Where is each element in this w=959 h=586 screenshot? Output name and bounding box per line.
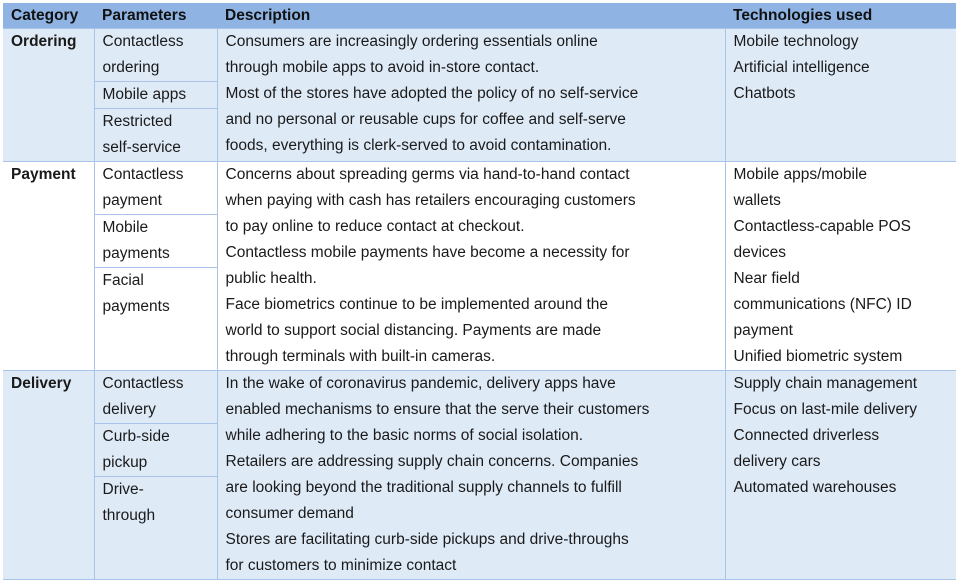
technology-text: Mobile technology <box>733 33 859 50</box>
description-text: In the wake of coronavirus pandemic, delivery apps have <box>225 375 616 392</box>
description-text: and no personal or reusable cups for coffee and self-serve <box>225 111 626 128</box>
description-text: public health. <box>225 270 317 287</box>
category-cell: Delivery <box>3 371 94 580</box>
description-text: Stores are facilitating curb-side pickups and drive-throughs <box>225 531 629 548</box>
technology-text: Automated warehouses <box>733 479 897 496</box>
parameter-text: Facial <box>102 272 144 289</box>
description-text: Contactless mobile payments have become a necessity for <box>225 244 630 261</box>
technology-text: payment <box>733 322 793 339</box>
technology-text: Mobile apps/mobile <box>733 166 868 183</box>
description-text: when paying with cash has retailers encouraging customers <box>225 192 636 209</box>
parameter-item <box>95 29 217 82</box>
parameter-item <box>95 109 217 161</box>
parameter-text: self-service <box>102 139 181 156</box>
technology-text: wallets <box>733 192 781 209</box>
technology-text: Near field <box>733 270 800 287</box>
parameter-text: Contactless <box>102 166 184 183</box>
parameter-text: Contactless <box>102 375 184 392</box>
parameter-text: Drive- <box>102 481 144 498</box>
technologies-cell <box>725 371 956 580</box>
technologies-cell <box>725 162 956 371</box>
parameter-item <box>95 215 217 268</box>
parameter-text: payment <box>102 192 162 209</box>
description-text: Consumers are increasingly ordering essentials online <box>225 33 598 50</box>
parameter-item <box>95 371 217 424</box>
technology-text: Connected driverless <box>733 427 880 444</box>
parameter-text: through <box>102 507 156 524</box>
technology-text: devices <box>733 244 787 261</box>
technology-text: Unified biometric system <box>733 348 903 365</box>
description-text: to pay online to reduce contact at checkout. <box>225 218 525 235</box>
parameter-item <box>95 82 217 109</box>
table-row <box>3 29 956 162</box>
header-description: Description <box>217 3 725 29</box>
category-cell: Ordering <box>3 29 94 162</box>
description-text: enabled mechanisms to ensure that the serve their customers <box>225 401 650 418</box>
parameter-item <box>95 268 217 320</box>
description-cell <box>217 371 725 580</box>
parameter-item <box>95 424 217 477</box>
parameter-text: payments <box>102 298 170 315</box>
retail-technologies-table <box>3 3 956 580</box>
table-row <box>3 162 956 371</box>
parameter-text: Mobile apps <box>102 86 187 103</box>
technology-text: Chatbots <box>733 85 796 102</box>
description-text: while adhering to the basic norms of social isolation. <box>225 427 584 444</box>
description-text: consumer demand <box>225 505 354 522</box>
description-text: are looking beyond the traditional supply channels to fulfill <box>225 479 622 496</box>
technology-text: Contactless-capable POS <box>733 218 911 235</box>
parameter-text: Restricted <box>102 113 173 130</box>
parameter-item <box>95 162 217 215</box>
parameter-text: ordering <box>102 59 160 76</box>
description-text: Retailers are addressing supply chain concerns. Companies <box>225 453 639 470</box>
description-cell <box>217 29 725 162</box>
parameter-text: Mobile <box>102 219 149 236</box>
technology-text: delivery cars <box>733 453 821 470</box>
header-technologies: Technologies used <box>725 3 956 29</box>
parameters-cell <box>94 371 217 580</box>
technology-text: Supply chain management <box>733 375 918 392</box>
description-text: Most of the stores have adopted the policy of no self-service <box>225 85 639 102</box>
description-text: through terminals with built-in cameras. <box>225 348 496 365</box>
parameter-item <box>95 477 217 529</box>
description-text: through mobile apps to avoid in-store contact. <box>225 59 540 76</box>
technology-text: Focus on last-mile delivery <box>733 401 917 418</box>
parameters-cell <box>94 162 217 371</box>
description-text: foods, everything is clerk-served to avoid contamination. <box>225 137 612 154</box>
parameter-text: delivery <box>102 401 156 418</box>
category-cell: Payment <box>3 162 94 371</box>
parameter-text: Curb-side <box>102 428 170 445</box>
header-category: Category <box>3 3 94 29</box>
technologies-cell <box>725 29 956 162</box>
header-parameters: Parameters <box>94 3 217 29</box>
description-text: Face biometrics continue to be implemented around the <box>225 296 609 313</box>
parameter-text: pickup <box>102 454 148 471</box>
technology-text: communications (NFC) ID <box>733 296 912 313</box>
parameter-text: payments <box>102 245 170 262</box>
description-text: Concerns about spreading germs via hand-to-hand contact <box>225 166 630 183</box>
parameters-cell <box>94 29 217 162</box>
description-text: for customers to minimize contact <box>225 557 457 574</box>
technology-text: Artificial intelligence <box>733 59 870 76</box>
parameter-text: Contactless <box>102 33 184 50</box>
table-row <box>3 371 956 580</box>
description-cell <box>217 162 725 371</box>
header-row <box>3 3 956 29</box>
description-text: world to support social distancing. Payments are made <box>225 322 602 339</box>
